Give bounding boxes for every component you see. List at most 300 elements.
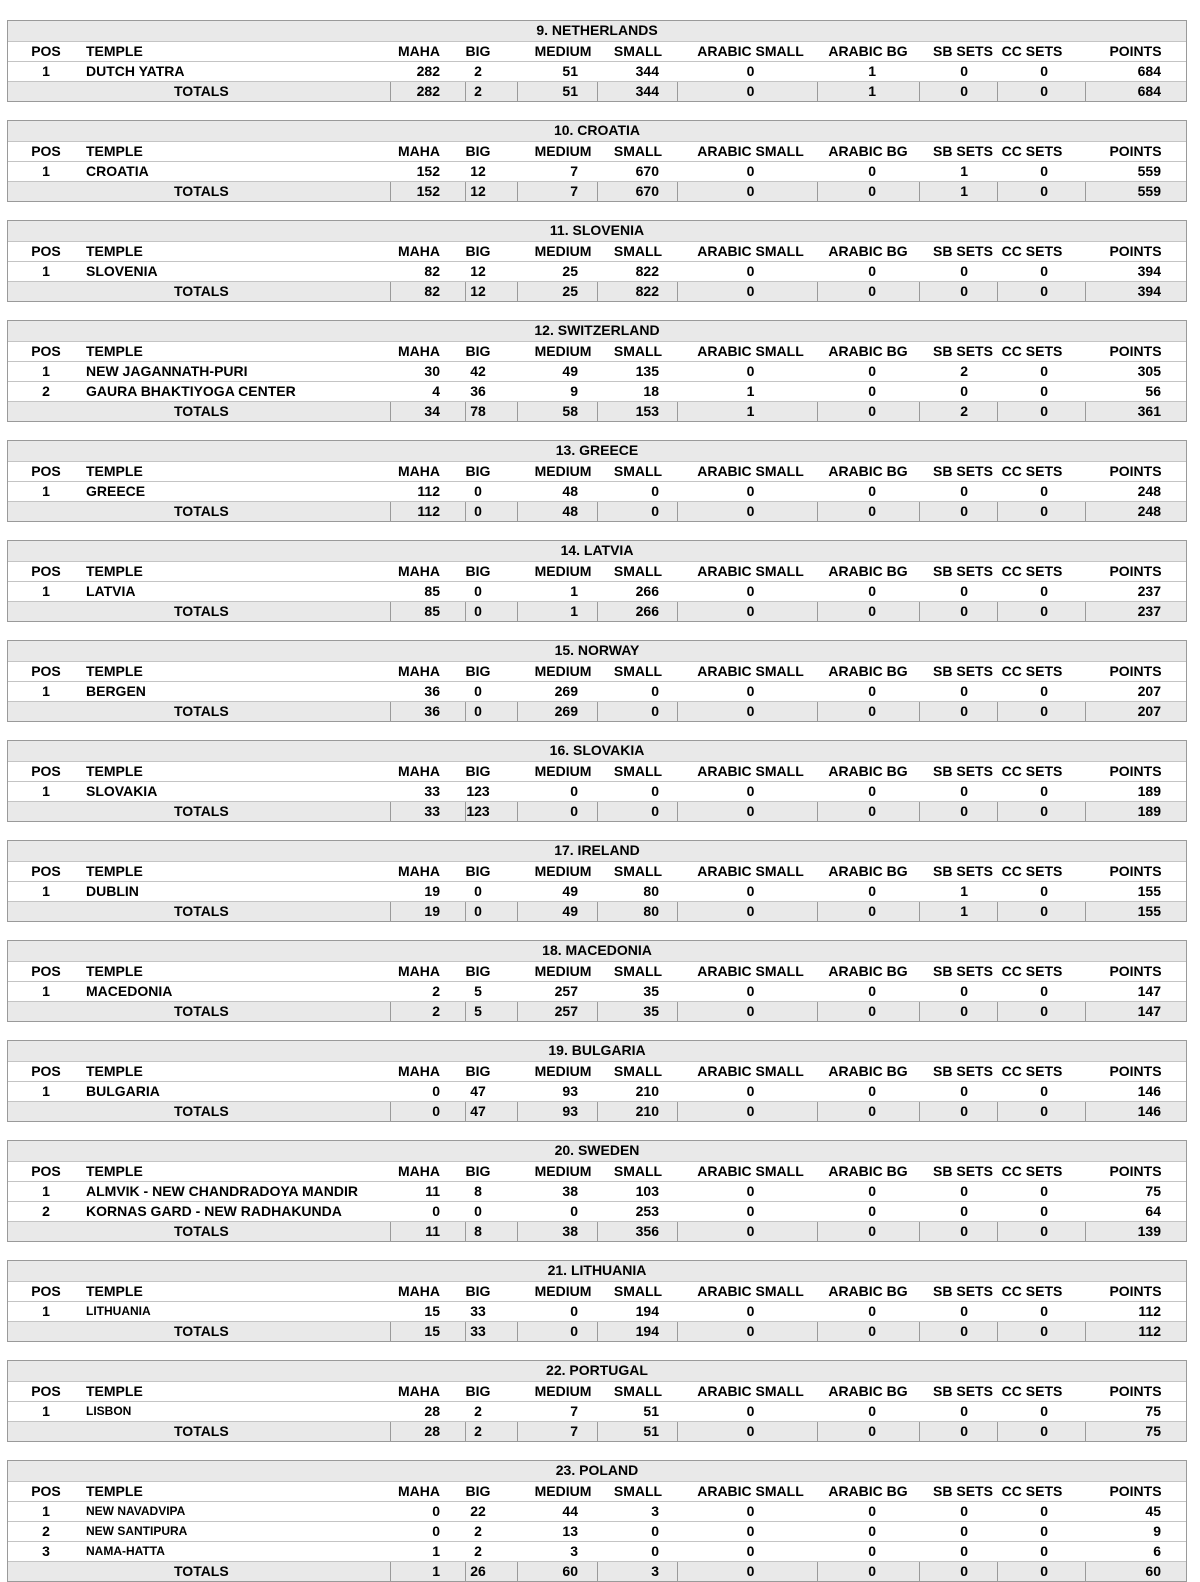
header-maha: MAHA xyxy=(398,43,440,59)
row-big: 5 xyxy=(474,983,482,999)
header-big: BIG xyxy=(465,1283,491,1299)
total-big: 0 xyxy=(474,603,482,619)
column-divider xyxy=(919,1562,920,1581)
column-divider xyxy=(1085,82,1086,101)
column-divider xyxy=(919,602,920,621)
column-divider xyxy=(817,1002,818,1021)
header-pos: POS xyxy=(31,663,61,679)
header-small: SMALL xyxy=(613,1163,663,1179)
row-pos: 1 xyxy=(42,63,50,79)
header-cc-sets: CC SETS xyxy=(1001,1483,1063,1499)
header-big: BIG xyxy=(465,763,491,779)
total-cc: 0 xyxy=(1040,903,1048,919)
total-small: 266 xyxy=(635,603,659,619)
row-temple: LITHUANIA xyxy=(86,1304,151,1318)
column-divider xyxy=(997,1562,998,1581)
row-abg: 0 xyxy=(868,263,876,279)
column-divider xyxy=(919,802,920,821)
column-divider xyxy=(1085,702,1086,721)
column-divider xyxy=(677,1102,678,1121)
row-pos: 3 xyxy=(42,1543,50,1559)
header-points: POINTS xyxy=(1109,463,1162,479)
row-pos: 1 xyxy=(42,783,50,799)
header-pos: POS xyxy=(31,43,61,59)
row-small: 80 xyxy=(643,883,659,899)
header-points: POINTS xyxy=(1109,663,1162,679)
row-sb: 0 xyxy=(960,1303,968,1319)
column-divider xyxy=(1085,282,1086,301)
column-divider xyxy=(919,1002,920,1021)
totals-row xyxy=(8,1001,1186,1021)
header-arabic-bg: ARABIC BG xyxy=(828,963,908,979)
header-small: SMALL xyxy=(613,243,663,259)
total-sb: 0 xyxy=(960,1223,968,1239)
total-cc: 0 xyxy=(1040,83,1048,99)
column-divider xyxy=(817,1102,818,1121)
row-asmall: 0 xyxy=(746,583,755,599)
total-maha: 15 xyxy=(424,1323,440,1339)
row-asmall: 1 xyxy=(746,383,755,399)
header-arabic-small: ARABIC SMALL xyxy=(697,243,804,259)
totals-label: TOTALS xyxy=(174,1563,229,1579)
row-asmall: 0 xyxy=(746,1183,755,1199)
header-cc-sets: CC SETS xyxy=(1001,1163,1063,1179)
country-title: 9. NETHERLANDS xyxy=(8,21,1186,41)
column-divider xyxy=(997,502,998,521)
header-arabic-bg: ARABIC BG xyxy=(828,863,908,879)
country-title: 10. CROATIA xyxy=(8,121,1186,141)
totals-row xyxy=(8,281,1186,301)
table-row xyxy=(8,881,1186,901)
column-divider xyxy=(677,1002,678,1021)
column-divider xyxy=(465,802,466,821)
row-medium: 25 xyxy=(562,263,578,279)
row-temple: KORNAS GARD - NEW RADHAKUNDA xyxy=(86,1203,342,1219)
column-divider xyxy=(597,402,598,421)
table-row xyxy=(8,161,1186,181)
total-asmall: 0 xyxy=(746,803,755,819)
column-divider xyxy=(677,702,678,721)
row-temple: NEW SANTIPURA xyxy=(86,1524,188,1538)
row-pos: 1 xyxy=(42,263,50,279)
header-cc-sets: CC SETS xyxy=(1001,963,1063,979)
total-big: 2 xyxy=(474,83,482,99)
total-cc: 0 xyxy=(1040,283,1048,299)
header-small: SMALL xyxy=(613,1283,663,1299)
header-big: BIG xyxy=(465,963,491,979)
column-divider xyxy=(390,282,391,301)
total-cc: 0 xyxy=(1040,1563,1048,1579)
header-arabic-bg: ARABIC BG xyxy=(828,143,908,159)
totals-label: TOTALS xyxy=(174,603,229,619)
column-divider xyxy=(465,82,466,101)
column-divider xyxy=(997,702,998,721)
row-abg: 1 xyxy=(868,63,876,79)
column-divider xyxy=(597,1422,598,1441)
row-pts: 305 xyxy=(1137,363,1161,379)
row-pos: 1 xyxy=(42,983,50,999)
header-medium: MEDIUM xyxy=(534,143,592,159)
row-big: 0 xyxy=(474,1203,482,1219)
totals-row xyxy=(8,801,1186,821)
row-small: 103 xyxy=(635,1183,659,1199)
total-abg: 0 xyxy=(868,703,876,719)
row-asmall: 0 xyxy=(746,1403,755,1419)
country-title: 14. LATVIA xyxy=(8,541,1186,561)
header-points: POINTS xyxy=(1109,343,1162,359)
column-divider xyxy=(919,1322,920,1341)
row-maha: 36 xyxy=(424,683,440,699)
total-small: 822 xyxy=(635,283,659,299)
totals-label: TOTALS xyxy=(174,903,229,919)
row-temple: DUBLIN xyxy=(86,883,139,899)
row-sb: 1 xyxy=(960,163,968,179)
header-sb-sets: SB SETS xyxy=(933,43,993,59)
total-small: 51 xyxy=(643,1423,659,1439)
table-row xyxy=(8,781,1186,801)
total-big: 0 xyxy=(474,703,482,719)
row-big: 0 xyxy=(474,683,482,699)
row-big: 36 xyxy=(470,383,486,399)
total-maha: 19 xyxy=(424,903,440,919)
row-temple: SLOVAKIA xyxy=(86,783,158,799)
column-divider xyxy=(997,1222,998,1241)
row-cc: 0 xyxy=(1040,1523,1048,1539)
header-sb-sets: SB SETS xyxy=(933,763,993,779)
column-divider xyxy=(390,1562,391,1581)
country-title: 22. PORTUGAL xyxy=(8,1361,1186,1381)
total-big: 8 xyxy=(474,1223,482,1239)
total-sb: 1 xyxy=(960,903,968,919)
country-title: 13. GREECE xyxy=(8,441,1186,461)
header-points: POINTS xyxy=(1109,1283,1162,1299)
column-divider xyxy=(817,82,818,101)
row-abg: 0 xyxy=(868,483,876,499)
country-title: 21. LITHUANIA xyxy=(8,1261,1186,1281)
header-big: BIG xyxy=(465,243,491,259)
row-cc: 0 xyxy=(1040,1203,1048,1219)
row-abg: 0 xyxy=(868,1183,876,1199)
column-divider xyxy=(919,902,920,921)
total-maha: 85 xyxy=(424,603,440,619)
row-pts: 155 xyxy=(1137,883,1161,899)
column-divider xyxy=(919,702,920,721)
row-maha: 0 xyxy=(432,1203,440,1219)
row-small: 210 xyxy=(635,1083,659,1099)
row-big: 2 xyxy=(474,1523,482,1539)
header-temple: TEMPLE xyxy=(86,43,143,59)
total-medium: 60 xyxy=(562,1563,578,1579)
header-big: BIG xyxy=(465,343,491,359)
header-maha: MAHA xyxy=(398,1063,440,1079)
row-sb: 1 xyxy=(960,883,968,899)
column-divider xyxy=(1085,1222,1086,1241)
header-points: POINTS xyxy=(1109,863,1162,879)
header-cc-sets: CC SETS xyxy=(1001,663,1063,679)
header-big: BIG xyxy=(465,463,491,479)
row-asmall: 0 xyxy=(746,883,755,899)
total-medium: 38 xyxy=(562,1223,578,1239)
row-pos: 2 xyxy=(42,1523,50,1539)
header-big: BIG xyxy=(465,143,491,159)
header-medium: MEDIUM xyxy=(534,43,592,59)
column-divider xyxy=(390,1102,391,1121)
header-maha: MAHA xyxy=(398,343,440,359)
header-arabic-bg: ARABIC BG xyxy=(828,1063,908,1079)
column-divider xyxy=(919,182,920,201)
row-abg: 0 xyxy=(868,1403,876,1419)
total-medium: 51 xyxy=(562,83,578,99)
column-divider xyxy=(597,1102,598,1121)
row-asmall: 0 xyxy=(746,363,755,379)
row-small: 35 xyxy=(643,983,659,999)
total-small: 670 xyxy=(635,183,659,199)
total-sb: 0 xyxy=(960,83,968,99)
column-divider xyxy=(390,1322,391,1341)
header-sb-sets: SB SETS xyxy=(933,343,993,359)
total-sb: 0 xyxy=(960,803,968,819)
header-points: POINTS xyxy=(1109,1383,1162,1399)
header-temple: TEMPLE xyxy=(86,663,143,679)
header-cc-sets: CC SETS xyxy=(1001,1063,1063,1079)
table-row xyxy=(8,981,1186,1001)
total-medium: 48 xyxy=(562,503,578,519)
total-medium: 1 xyxy=(570,603,578,619)
header-arabic-bg: ARABIC BG xyxy=(828,43,908,59)
header-temple: TEMPLE xyxy=(86,1383,143,1399)
row-pts: 64 xyxy=(1145,1203,1161,1219)
header-small: SMALL xyxy=(613,1063,663,1079)
total-medium: 7 xyxy=(570,183,578,199)
total-asmall: 0 xyxy=(746,1423,755,1439)
header-arabic-bg: ARABIC BG xyxy=(828,563,908,579)
header-arabic-small: ARABIC SMALL xyxy=(697,1383,804,1399)
column-divider xyxy=(677,182,678,201)
column-divider xyxy=(997,282,998,301)
total-asmall: 0 xyxy=(746,703,755,719)
row-big: 22 xyxy=(470,1503,486,1519)
column-divider xyxy=(997,1102,998,1121)
total-small: 3 xyxy=(651,1563,659,1579)
column-header-row xyxy=(8,1381,1186,1401)
header-temple: TEMPLE xyxy=(86,563,143,579)
country-table xyxy=(7,640,1187,722)
row-asmall: 0 xyxy=(746,63,755,79)
column-divider xyxy=(1085,182,1086,201)
row-maha: 82 xyxy=(424,263,440,279)
total-maha: 82 xyxy=(424,283,440,299)
table-row xyxy=(8,1501,1186,1521)
row-medium: 0 xyxy=(570,1303,578,1319)
country-table xyxy=(7,1460,1187,1582)
row-pts: 9 xyxy=(1153,1523,1161,1539)
row-sb: 0 xyxy=(960,1403,968,1419)
total-pts: 559 xyxy=(1137,183,1161,199)
total-abg: 0 xyxy=(868,1323,876,1339)
row-abg: 0 xyxy=(868,363,876,379)
total-abg: 0 xyxy=(868,403,876,419)
column-header-row xyxy=(8,241,1186,261)
totals-row xyxy=(8,181,1186,201)
column-divider xyxy=(677,1422,678,1441)
row-cc: 0 xyxy=(1040,363,1048,379)
header-maha: MAHA xyxy=(398,1383,440,1399)
row-maha: 0 xyxy=(432,1083,440,1099)
header-small: SMALL xyxy=(613,863,663,879)
column-divider xyxy=(919,282,920,301)
country-table xyxy=(7,740,1187,822)
header-medium: MEDIUM xyxy=(534,763,592,779)
column-divider xyxy=(517,902,518,921)
total-pts: 684 xyxy=(1137,83,1161,99)
row-abg: 0 xyxy=(868,1543,876,1559)
header-pos: POS xyxy=(31,963,61,979)
header-sb-sets: SB SETS xyxy=(933,1163,993,1179)
row-maha: 28 xyxy=(424,1403,440,1419)
row-pos: 1 xyxy=(42,883,50,899)
header-big: BIG xyxy=(465,863,491,879)
row-sb: 0 xyxy=(960,583,968,599)
header-maha: MAHA xyxy=(398,463,440,479)
row-big: 33 xyxy=(470,1303,486,1319)
total-big: 123 xyxy=(466,803,490,819)
total-small: 344 xyxy=(635,83,659,99)
row-small: 253 xyxy=(635,1203,659,1219)
totals-row xyxy=(8,1101,1186,1121)
total-asmall: 1 xyxy=(746,403,755,419)
header-sb-sets: SB SETS xyxy=(933,563,993,579)
row-asmall: 0 xyxy=(746,1503,755,1519)
header-points: POINTS xyxy=(1109,763,1162,779)
country-table xyxy=(7,940,1187,1022)
column-divider xyxy=(597,702,598,721)
row-maha: 0 xyxy=(432,1503,440,1519)
country-table xyxy=(7,1360,1187,1442)
header-arabic-small: ARABIC SMALL xyxy=(697,863,804,879)
total-abg: 0 xyxy=(868,1423,876,1439)
column-divider xyxy=(817,902,818,921)
row-cc: 0 xyxy=(1040,1503,1048,1519)
totals-label: TOTALS xyxy=(174,403,229,419)
total-abg: 0 xyxy=(868,503,876,519)
header-cc-sets: CC SETS xyxy=(1001,1283,1063,1299)
row-temple: LATVIA xyxy=(86,583,136,599)
header-medium: MEDIUM xyxy=(534,563,592,579)
header-maha: MAHA xyxy=(398,243,440,259)
row-cc: 0 xyxy=(1040,1403,1048,1419)
table-row xyxy=(8,61,1186,81)
row-maha: 282 xyxy=(416,63,440,79)
row-maha: 19 xyxy=(424,883,440,899)
row-cc: 0 xyxy=(1040,783,1048,799)
header-maha: MAHA xyxy=(398,663,440,679)
column-divider xyxy=(677,1562,678,1581)
column-divider xyxy=(817,502,818,521)
row-medium: 49 xyxy=(562,363,578,379)
row-sb: 0 xyxy=(960,1523,968,1539)
row-medium: 49 xyxy=(562,883,578,899)
total-big: 5 xyxy=(474,1003,482,1019)
row-big: 0 xyxy=(474,483,482,499)
header-maha: MAHA xyxy=(398,1283,440,1299)
row-abg: 0 xyxy=(868,883,876,899)
total-medium: 257 xyxy=(554,1003,578,1019)
header-sb-sets: SB SETS xyxy=(933,1483,993,1499)
total-pts: 248 xyxy=(1137,503,1161,519)
row-cc: 0 xyxy=(1040,163,1048,179)
column-divider xyxy=(517,182,518,201)
column-divider xyxy=(465,602,466,621)
column-divider xyxy=(465,1562,466,1581)
header-arabic-small: ARABIC SMALL xyxy=(697,343,804,359)
header-cc-sets: CC SETS xyxy=(1001,563,1063,579)
total-big: 0 xyxy=(474,503,482,519)
table-row xyxy=(8,381,1186,401)
country-table xyxy=(7,540,1187,622)
row-small: 51 xyxy=(643,1403,659,1419)
row-asmall: 0 xyxy=(746,1083,755,1099)
row-abg: 0 xyxy=(868,583,876,599)
total-sb: 1 xyxy=(960,183,968,199)
row-medium: 9 xyxy=(570,383,578,399)
row-big: 2 xyxy=(474,1543,482,1559)
row-temple: CROATIA xyxy=(86,163,149,179)
header-arabic-small: ARABIC SMALL xyxy=(697,1163,804,1179)
row-sb: 0 xyxy=(960,1543,968,1559)
header-pos: POS xyxy=(31,563,61,579)
header-medium: MEDIUM xyxy=(534,343,592,359)
column-header-row xyxy=(8,761,1186,781)
total-pts: 189 xyxy=(1137,803,1161,819)
row-medium: 48 xyxy=(562,483,578,499)
header-points: POINTS xyxy=(1109,243,1162,259)
header-medium: MEDIUM xyxy=(534,1283,592,1299)
header-points: POINTS xyxy=(1109,1163,1162,1179)
table-row xyxy=(8,1541,1186,1561)
row-maha: 11 xyxy=(425,1183,440,1199)
country-table xyxy=(7,440,1187,522)
country-table xyxy=(7,1140,1187,1242)
header-small: SMALL xyxy=(613,1383,663,1399)
header-arabic-small: ARABIC SMALL xyxy=(697,143,804,159)
total-abg: 0 xyxy=(868,183,876,199)
table-row xyxy=(8,1181,1186,1201)
row-medium: 51 xyxy=(562,63,578,79)
row-asmall: 0 xyxy=(746,683,755,699)
country-title: 18. MACEDONIA xyxy=(8,941,1186,961)
country-table xyxy=(7,20,1187,102)
total-medium: 0 xyxy=(570,1323,578,1339)
column-divider xyxy=(1085,1422,1086,1441)
header-sb-sets: SB SETS xyxy=(933,143,993,159)
row-pos: 1 xyxy=(42,1303,50,1319)
row-abg: 0 xyxy=(868,983,876,999)
total-asmall: 0 xyxy=(746,1223,755,1239)
total-pts: 139 xyxy=(1137,1223,1161,1239)
country-title: 16. SLOVAKIA xyxy=(8,741,1186,761)
column-divider xyxy=(817,602,818,621)
header-cc-sets: CC SETS xyxy=(1001,863,1063,879)
row-abg: 0 xyxy=(868,1523,876,1539)
total-small: 210 xyxy=(635,1103,659,1119)
total-small: 0 xyxy=(651,503,659,519)
column-divider xyxy=(677,802,678,821)
header-temple: TEMPLE xyxy=(86,143,143,159)
row-pos: 1 xyxy=(42,1183,50,1199)
column-divider xyxy=(1085,1562,1086,1581)
header-pos: POS xyxy=(31,243,61,259)
country-table xyxy=(7,320,1187,422)
